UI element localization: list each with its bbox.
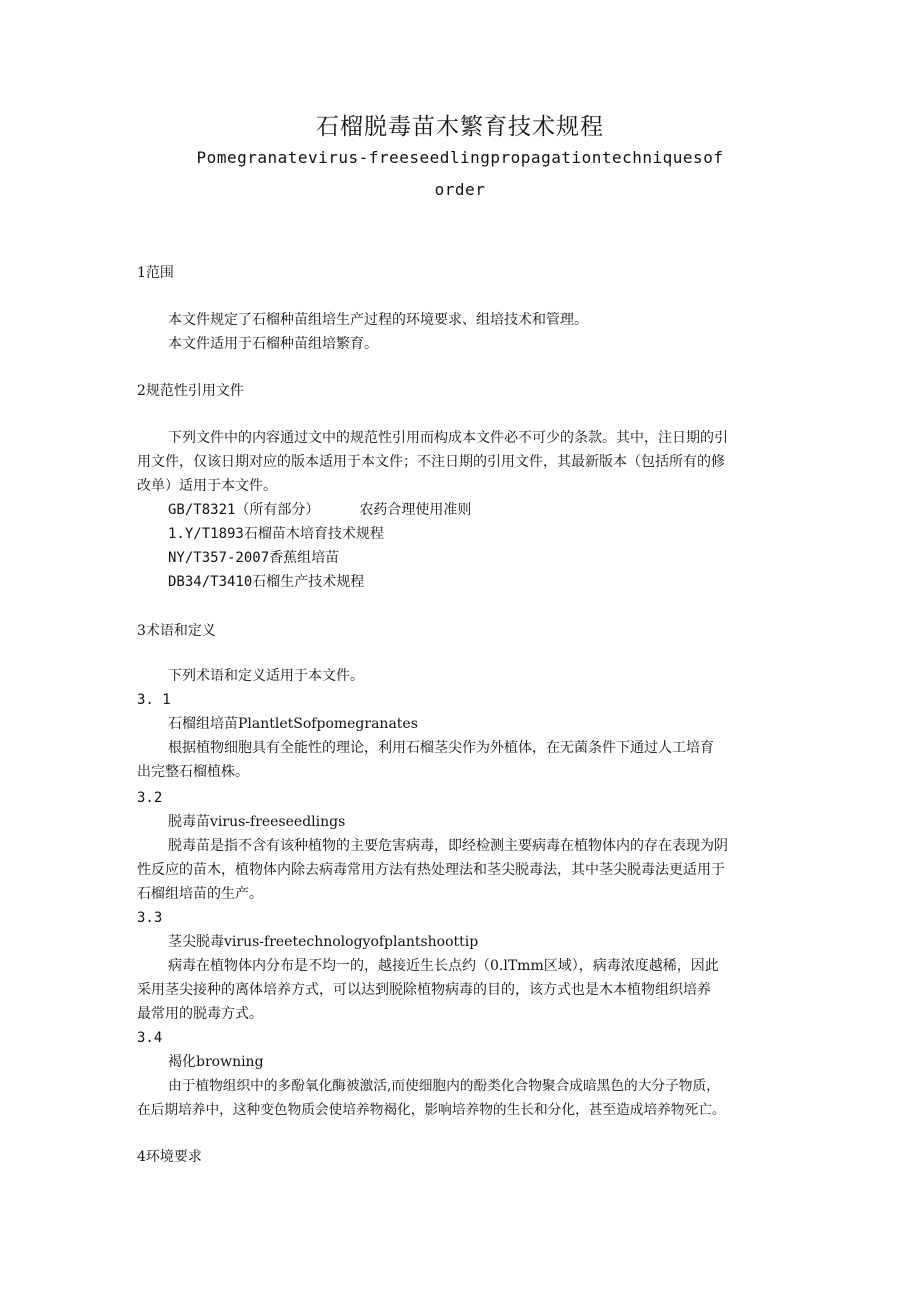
section-2-heading: 2规范性引用文件	[137, 383, 244, 399]
reference-item	[168, 546, 339, 570]
term-title: 石榴组培苗PlantletSofpomegranates	[168, 716, 418, 732]
term-number: 3.2	[137, 790, 163, 806]
reference-name: 石榴苗木培育技术规程	[243, 526, 384, 542]
reference-code: 1.Y/T1893	[168, 526, 244, 542]
english-title-line-2: order	[434, 180, 486, 199]
reference-item	[168, 570, 364, 594]
term-definition-line: 病毒在植物体内分布是不均一的，越接近生长点约（0.lTmm区域），病毒浓度越稀，因此	[168, 958, 719, 974]
reference-name: 香蕉组培苗	[269, 550, 340, 566]
reference-code: NY/T357-2007	[168, 550, 270, 566]
reference-code: DB34/T3410	[168, 574, 253, 590]
term-definition-line: 由于植物组织中的多酚氧化酶被激活,而使细胞内的酚类化合物聚合成暗黑色的大分子物质，	[168, 1078, 720, 1094]
term-title: 褐化browning	[168, 1054, 264, 1070]
section-3-heading: 3术语和定义	[137, 623, 216, 639]
section-1-paragraph-2: 本文件适用于石榴种苗组培繁育。	[168, 336, 378, 352]
section-2-paragraph-line-2: 用文件，仅该日期对应的版本适用于本文件；不注日期的引用文件，其最新版本（包括所有的修	[137, 454, 725, 470]
term-definition-line: 最常用的脱毒方式。	[137, 1006, 263, 1022]
term-number: 3. 1	[137, 692, 171, 708]
term-title: 脱毒苗virus-freeseedlings	[168, 814, 346, 830]
section-1-heading: 1范围	[137, 265, 174, 281]
reference-name: 农药合理使用准则	[359, 502, 472, 518]
term-number: 3.4	[137, 1030, 163, 1046]
section-1-paragraph-1: 本文件规定了石榴种苗组培生产过程的环境要求、组培技术和管理。	[168, 312, 588, 328]
term-definition-line: 根据植物细胞具有全能性的理论，利用石榴茎尖作为外植体，在无菌条件下通过人工培育	[168, 740, 714, 756]
term-definition-line: 采用茎尖接种的离体培养方式，可以达到脱除植物病毒的目的，该方式也是木本植物组织培养	[137, 982, 711, 998]
reference-name: 石榴生产技术规程	[252, 574, 365, 590]
term-title: 茎尖脱毒virus-freetechnologyofplantshoottip	[168, 934, 479, 950]
section-3-intro: 下列术语和定义适用于本文件。	[168, 668, 364, 684]
term-definition-line: 石榴组培苗的生产。	[137, 886, 263, 902]
term-definition-line: 出完整石榴植株。	[137, 764, 249, 780]
section-4-heading: 4环境要求	[137, 1149, 202, 1165]
reference-item	[168, 522, 384, 546]
term-definition-line: 脱毒苗是指不含有该种植物的主要危害病毒，即经检测主要病毒在植物体内的存在表现为阴	[168, 838, 728, 854]
document-title: 石榴脱毒苗木繁育技术规程	[316, 114, 604, 140]
reference-item	[168, 498, 471, 522]
english-title-line-1: Pomegranatevirus-freeseedlingpropagationtechniquesof	[196, 148, 724, 167]
section-2-paragraph-line-3: 改单）适用于本文件。	[137, 478, 277, 494]
term-definition-line: 性反应的苗木，植物体内除去病毒常用方法有热处理法和茎尖脱毒法，其中茎尖脱毒法更适用于	[137, 862, 725, 878]
reference-code: GB/T8321（所有部分）	[168, 502, 320, 518]
section-2-paragraph-line-1: 下列文件中的内容通过文中的规范性引用而构成本文件必不可少的条款。其中，注日期的引	[168, 430, 728, 446]
term-number: 3.3	[137, 910, 163, 926]
term-definition-line: 在后期培养中，这种变色物质会使培养物褐化，影响培养物的生长和分化，甚至造成培养物死亡。	[137, 1102, 726, 1118]
